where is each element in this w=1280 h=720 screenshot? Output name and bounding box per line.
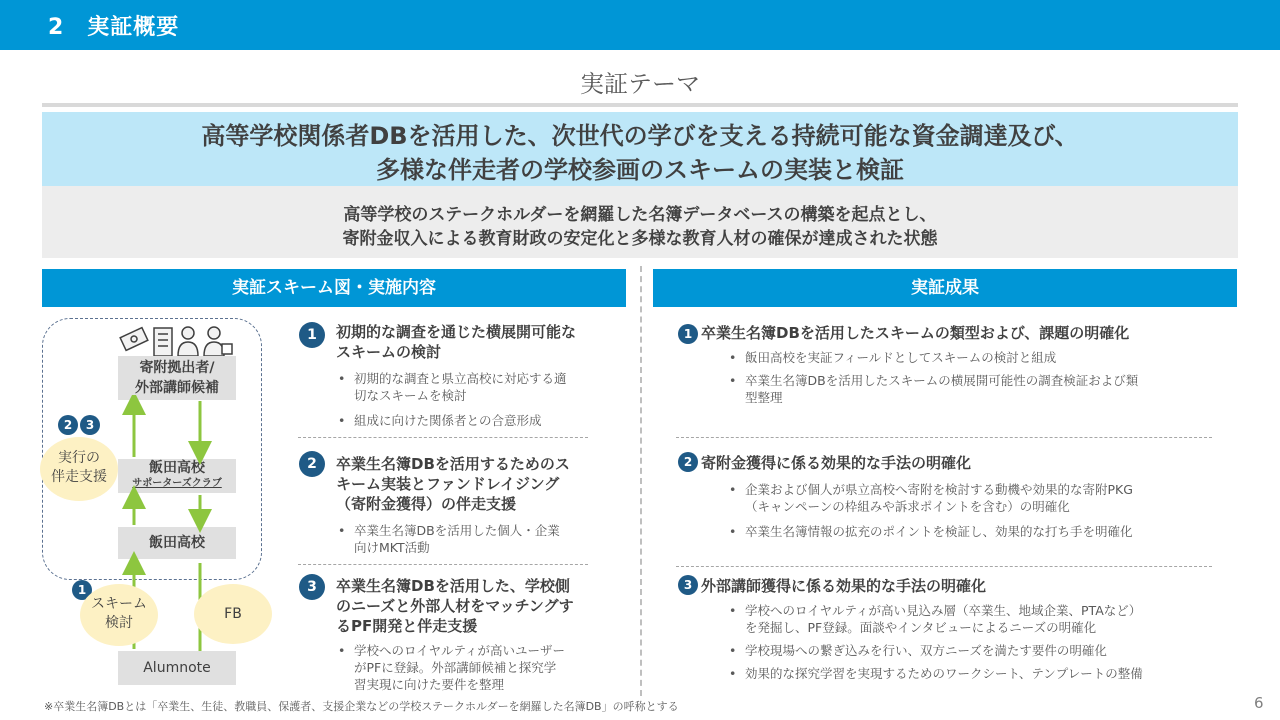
- result3-bullet1: [727, 602, 1221, 636]
- result3-bullet2: [727, 642, 1221, 659]
- result3: [701, 576, 1221, 682]
- item3: [336, 576, 596, 693]
- item1-bullet2-l1: • 組成に向けた関係者との合意形成: [354, 413, 542, 428]
- item1-bullet1: [336, 370, 596, 404]
- theme-title-band: [42, 112, 1238, 186]
- item3-bullet1: [336, 642, 596, 693]
- left-section-header: 実証スキーム図・実施内容: [42, 269, 626, 307]
- theme-title-line2: 多様な伴走者の学校参画のスキームの実装と検証: [376, 156, 904, 184]
- scheme-line2: 検討: [105, 615, 133, 631]
- result2-title: 寄附金獲得に係る効果的な手法の明確化: [701, 454, 972, 472]
- person-icon: [178, 327, 198, 356]
- donor-box-line1: 寄附拠出者/: [139, 360, 215, 376]
- right-section-header: 実証成果: [653, 269, 1237, 307]
- result3-num: 3: [678, 575, 698, 595]
- building-icon: [154, 328, 172, 356]
- result3-bullet2-l1: • 学校現場への繋ぎ込みを行い、双方ニーズを満たす要件の明確化: [745, 643, 1107, 658]
- alumnote-box: Alumnote: [118, 651, 236, 685]
- result1-bullet1-l1: • 飯田高校を実証フィールドとしてスキームの検討と組成: [745, 350, 1057, 365]
- item1-bullet1-l1: • 初期的な調査と県立高校に対応する適: [354, 371, 567, 386]
- money-icon: [120, 328, 148, 351]
- donor-box: [118, 356, 236, 400]
- item1-bullet1-l2: 切なスキームを検討: [354, 388, 467, 403]
- item1-title-l1: 初期的な調査を通じた横展開可能な: [336, 323, 577, 341]
- result-divider-1: [676, 437, 1212, 438]
- item2-title-l1: 卒業生名簿DBを活用するためのス: [336, 455, 570, 473]
- support-num-2: 2: [58, 415, 78, 435]
- result2-bullet1-l1: • 企業および個人が県立高校へ寄附を検討する動機や効果的な寄附PKG: [745, 482, 1133, 497]
- item2-bullet1-l2: 向けMKT活動: [354, 540, 430, 555]
- column-divider: [640, 266, 642, 696]
- support-num-3: 3: [80, 415, 100, 435]
- theme-divider: [42, 103, 1238, 107]
- item-divider-1: [298, 437, 588, 438]
- item3-bullet1-l1: • 学校へのロイヤルティが高いユーザー: [354, 643, 566, 658]
- page-title: 2 実証概要: [48, 15, 180, 40]
- fb-bubble: FB: [194, 584, 272, 644]
- support-line2: 伴走支援: [51, 469, 107, 485]
- result3-bullet1-l1: • 学校へのロイヤルティが高い見込み層（卒業生、地域企業、PTAなど）: [745, 603, 1142, 618]
- person-icon-2: [204, 327, 232, 356]
- goal-line1: 高等学校のステークホルダーを網羅した名簿データベースの構築を起点とし、: [343, 205, 937, 225]
- result2: [701, 453, 1221, 540]
- item2-title-l3: （寄附金獲得）の伴走支援: [336, 495, 517, 513]
- theme-label: 実証テーマ: [580, 70, 700, 98]
- item1-title-l2: スキームの検討: [336, 343, 442, 361]
- header-bar: [0, 0, 1280, 50]
- item3-title-l2: のニーズと外部人材をマッチングす: [336, 597, 574, 615]
- result3-bullet3-l1: • 効果的な探究学習を実現するためのワークシート、テンプレートの整備: [745, 666, 1143, 681]
- result1-num: 1: [678, 324, 698, 344]
- item2: [336, 454, 596, 556]
- item3-title-l1: 卒業生名簿DBを活用した、学校側: [336, 577, 570, 595]
- school-box: 飯田高校: [118, 527, 236, 559]
- item2-title-l2: キーム実装とファンドレイジング: [336, 475, 560, 493]
- result1-bullet2-l2: 型整理: [745, 390, 783, 405]
- goal-line2: 寄附金収入による教育財政の安定化と多様な教育人材の確保が達成された状態: [342, 229, 938, 249]
- item2-bullet1-l1: • 卒業生名簿DBを活用した個人・企業: [354, 523, 560, 538]
- result1: [701, 323, 1221, 406]
- result2-bullet1-l2: （キャンペーンの枠組みや訴求ポイントを含む）の明確化: [745, 499, 1070, 514]
- donor-box-line2: 外部講師候補: [135, 380, 219, 396]
- page-number: 6: [1254, 694, 1264, 712]
- item3-title-l3: るPF開発と伴走支援: [336, 617, 478, 635]
- supporters-club-line1: 飯田高校: [149, 460, 205, 476]
- item1: [336, 322, 596, 429]
- item3-bullet1-l3: 習実現に向けた要件を整理: [354, 677, 505, 692]
- item1-num: 1: [299, 322, 325, 348]
- result3-bullet3: [727, 665, 1221, 682]
- goal-band: [42, 186, 1238, 258]
- stakeholder-icons: [118, 322, 236, 358]
- item2-bullet1: [336, 522, 596, 556]
- item2-num: 2: [299, 451, 325, 477]
- footnote: ※卒業生名簿DBとは「卒業生、生徒、教職員、保護者、支援企業などの学校ステークホルダーを網羅した名簿DB」の呼称とする: [44, 700, 679, 713]
- result1-bullet1: [727, 349, 1221, 366]
- support-line1: 実行の: [58, 450, 100, 466]
- scheme-line1: スキーム: [91, 596, 147, 612]
- result3-title: 外部講師獲得に係る効果的な手法の明確化: [701, 577, 987, 595]
- supporters-club-line2: サポーターズクラブ: [132, 478, 222, 489]
- result-divider-2: [676, 566, 1212, 567]
- support-bubble: [40, 437, 118, 501]
- result1-title: 卒業生名簿DBを活用したスキームの類型および、課題の明確化: [701, 324, 1130, 342]
- item3-num: 3: [299, 574, 325, 600]
- result2-bullet1: [727, 481, 1221, 515]
- result2-bullet2-l1: • 卒業生名簿情報の拡充のポイントを検証し、効果的な打ち手を明確化: [745, 524, 1133, 539]
- item3-bullet1-l2: がPFに登録。外部講師候補と探究学: [354, 660, 557, 675]
- result1-bullet2: [727, 372, 1221, 406]
- result3-bullet1-l2: を発掘し、PF登録。面談やインタビューによるニーズの明確化: [745, 620, 1097, 635]
- result2-bullet2: [727, 523, 1221, 540]
- result1-bullet2-l1: • 卒業生名簿DBを活用したスキームの横展開可能性の調査検証および類: [745, 373, 1139, 388]
- item-divider-2: [298, 564, 588, 565]
- scheme-num-1: 1: [72, 580, 92, 600]
- scheme-bubble: [80, 584, 158, 646]
- result2-num: 2: [678, 452, 698, 472]
- item1-bullet2: [336, 412, 596, 429]
- theme-title-line1: 高等学校関係者DBを活用した、次世代の学びを支える持続可能な資金調達及び、: [201, 122, 1079, 150]
